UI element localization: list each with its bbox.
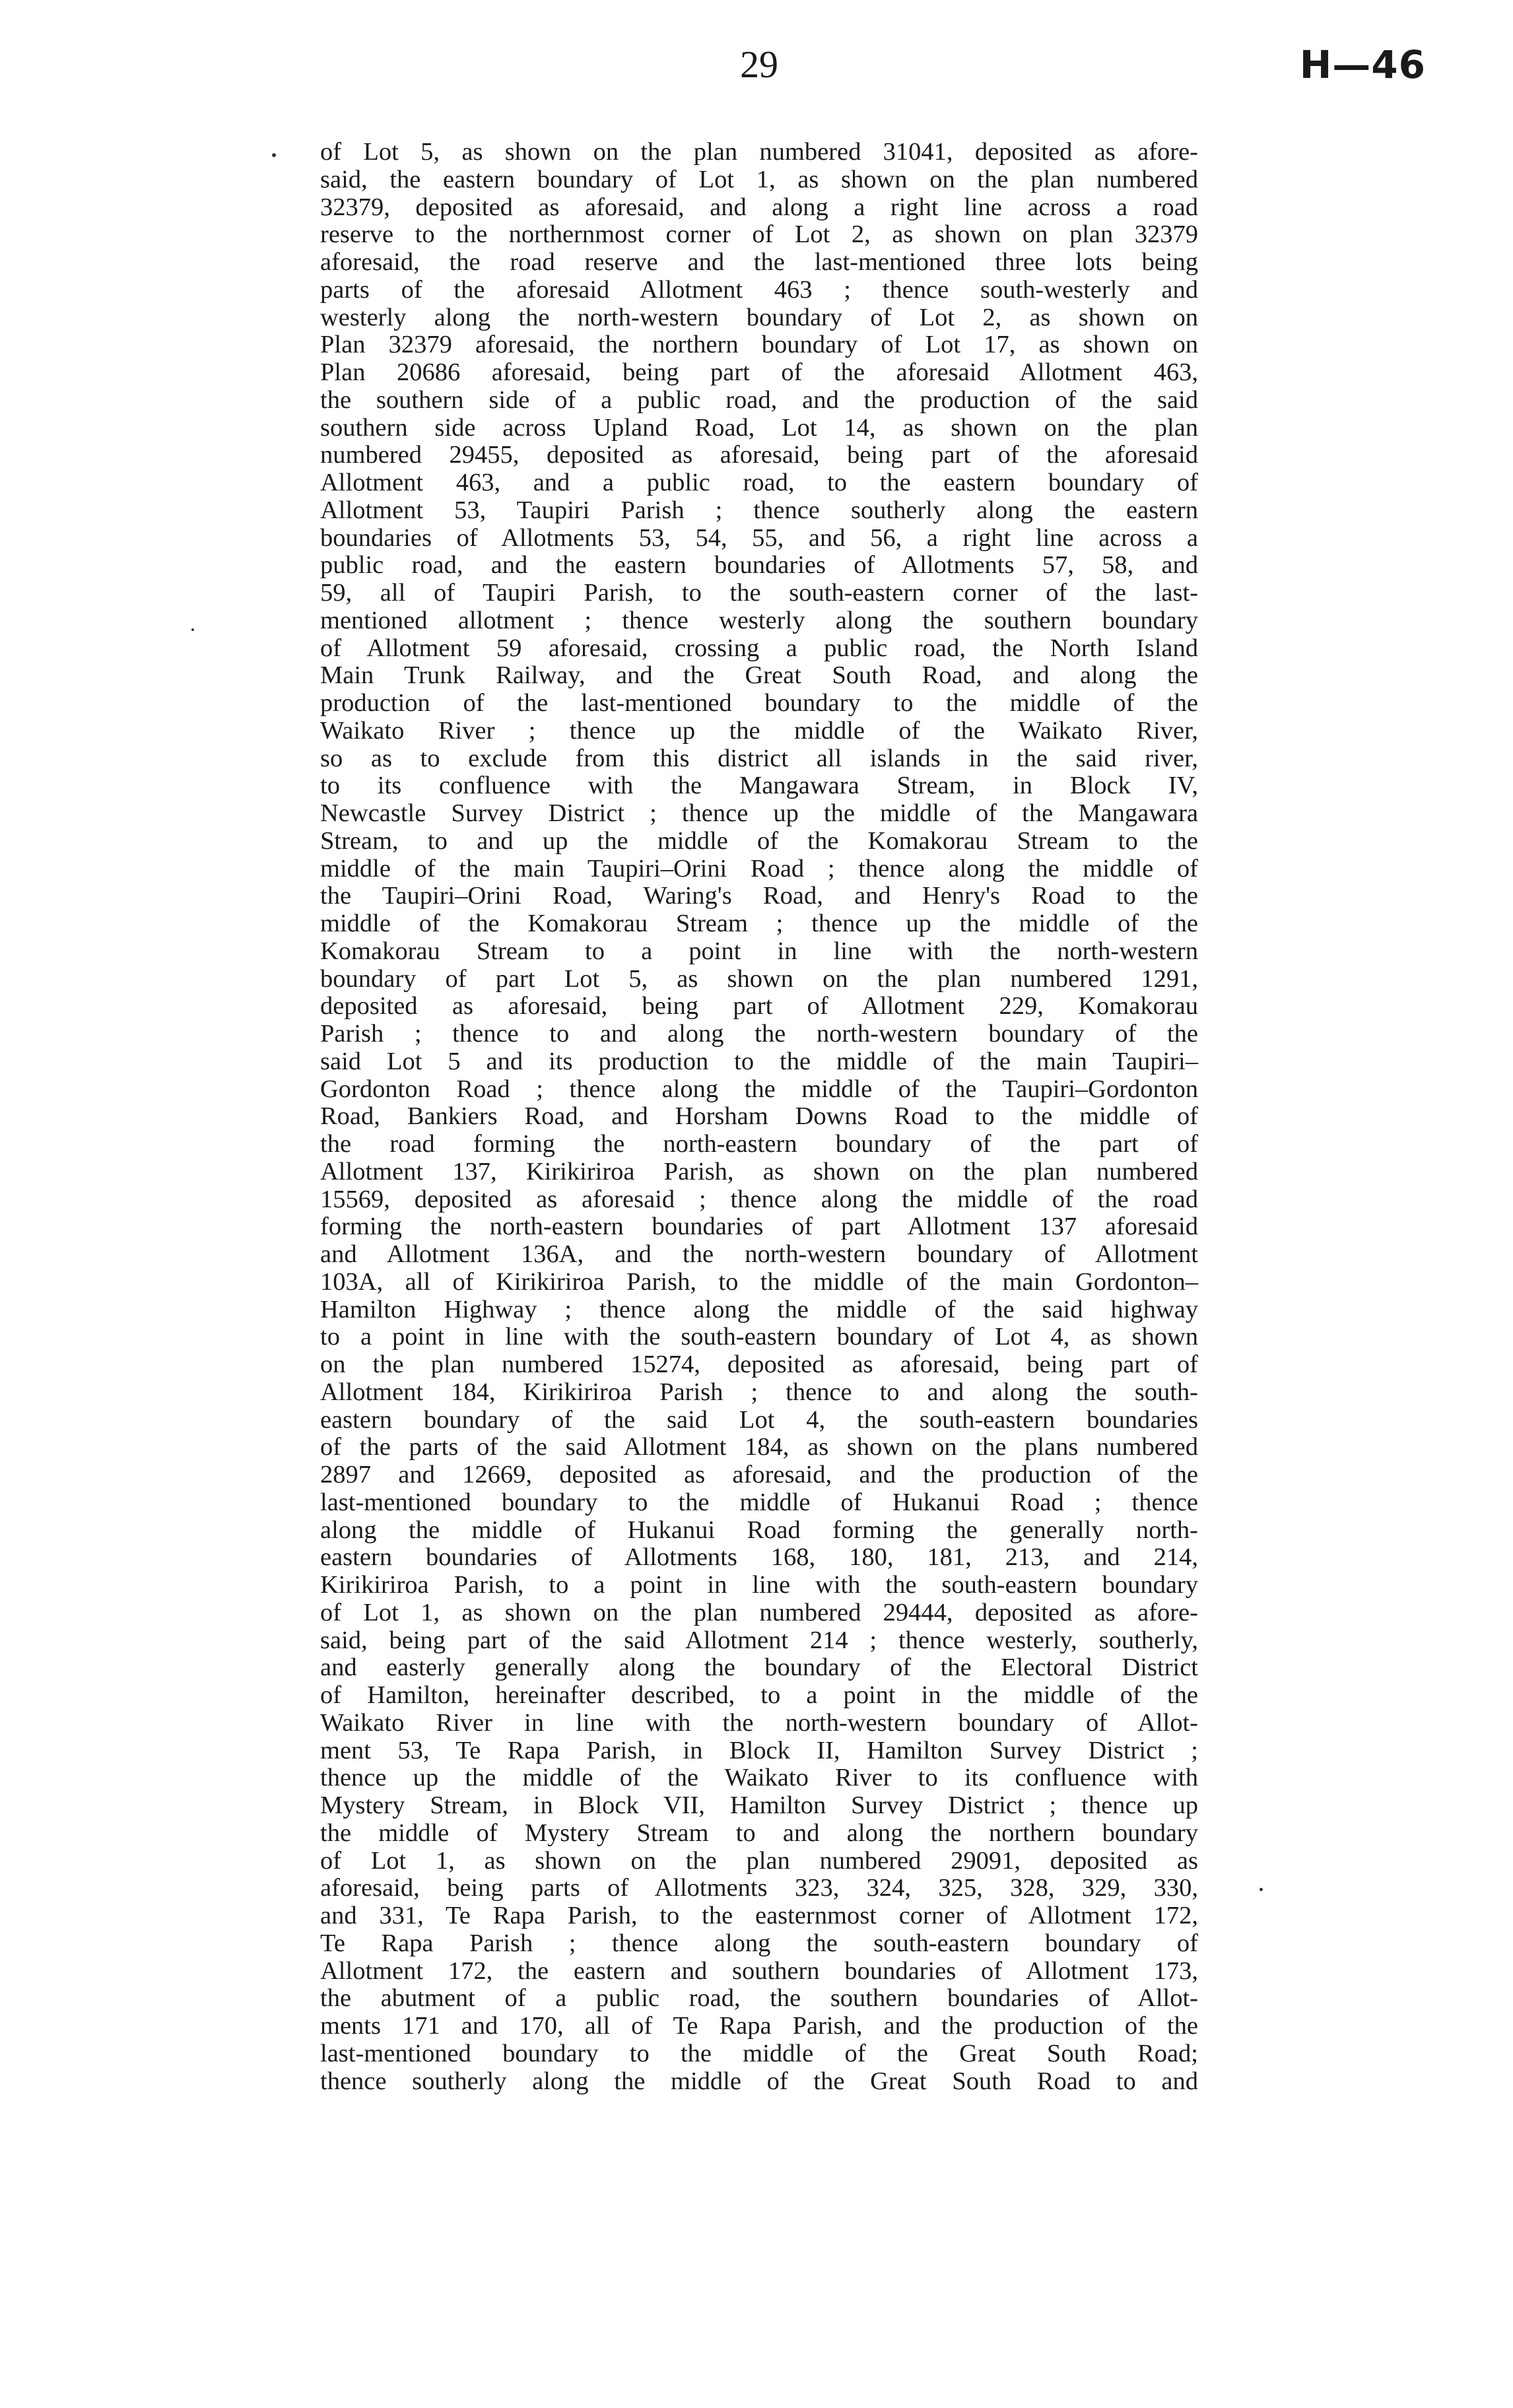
text-line: thence up the middle of the Waikato River to its confluence with [320, 1764, 1198, 1792]
text-line: the abutment of a public road, the southern boundaries of Allot- [320, 1984, 1198, 2013]
text-line: 32379, deposited as aforesaid, and along a right line across a road [320, 193, 1198, 221]
text-line: of Hamilton, hereinafter described, to a point in the middle of the [320, 1681, 1198, 1709]
text-line: and Allotment 136A, and the north-western boundary of Allotment [320, 1240, 1198, 1268]
text-line: Newcastle Survey District ; thence up the middle of the Mangawara [320, 799, 1198, 827]
text-line: ments 171 and 170, all of Te Rapa Parish, and the production of the [320, 2012, 1198, 2040]
text-line: Allotment 463, and a public road, to the eastern boundary of [320, 469, 1198, 496]
text-line: of the parts of the said Allotment 184, as shown on the plans numbered [320, 1433, 1198, 1461]
text-line: said, the eastern boundary of Lot 1, as shown on the plan numbered [320, 165, 1198, 193]
scan-speck [1260, 1888, 1263, 1891]
scan-speck [191, 628, 194, 631]
text-line: deposited as aforesaid, being part of Allotment 229, Komakorau [320, 992, 1198, 1020]
text-line: Stream, to and up the middle of the Komakorau Stream to the [320, 826, 1198, 855]
text-line: Waikato River in line with the north-western boundary of Allot- [320, 1708, 1198, 1737]
text-line: Mystery Stream, in Block VII, Hamilton Survey District ; thence up [320, 1791, 1198, 1819]
text-line: Allotment 184, Kirikiriroa Parish ; thence to and along the south- [320, 1378, 1198, 1406]
text-line: eastern boundaries of Allotments 168, 180, 181, 213, and 214, [320, 1543, 1198, 1572]
text-line: said Lot 5 and its production to the middle of the main Taupiri– [320, 1047, 1198, 1075]
text-line: Plan 20686 aforesaid, being part of the aforesaid Allotment 463, [320, 358, 1198, 386]
text-line: and easterly generally along the boundary of the Electoral District [320, 1654, 1198, 1682]
text-line: Allotment 53, Taupiri Parish ; thence southerly along the eastern [320, 496, 1198, 524]
text-line: numbered 29455, deposited as aforesaid, being part of the aforesaid [320, 441, 1198, 469]
text-line: the Taupiri–Orini Road, Waring's Road, and Henry's Road to the [320, 882, 1198, 910]
text-line: mentioned allotment ; thence westerly along the southern boundary [320, 606, 1198, 634]
body-text [320, 139, 1198, 2095]
text-line: 2897 and 12669, deposited as aforesaid, and the production of the [320, 1461, 1198, 1488]
text-line: reserve to the northernmost corner of Lot 2, as shown on plan 32379 [320, 220, 1198, 249]
text-line: ment 53, Te Rapa Parish, in Block II, Hamilton Survey District ; [320, 1736, 1198, 1764]
text-line: boundaries of Allotments 53, 54, 55, and 56, a right line across a [320, 523, 1198, 552]
text-line: the road forming the north-eastern boundary of the part of [320, 1130, 1198, 1158]
text-line: boundary of part Lot 5, as shown on the plan numbered 1291, [320, 964, 1198, 993]
text-line: parts of the aforesaid Allotment 463 ; thence south-westerly and [320, 275, 1198, 304]
text-line: production of the last-mentioned boundary to the middle of the [320, 689, 1198, 717]
text-line: 15569, deposited as aforesaid ; thence along the middle of the road [320, 1185, 1198, 1213]
text-line: Road, Bankiers Road, and Horsham Downs Road to the middle of [320, 1102, 1198, 1131]
text-line: eastern boundary of the said Lot 4, the south-eastern boundaries [320, 1405, 1198, 1434]
text-line: thence southerly along the middle of the Great South Road to and [320, 2067, 1198, 2095]
text-line: of Allotment 59 aforesaid, crossing a public road, the North Island [320, 634, 1198, 662]
text-line: to its confluence with the Mangawara Stream, in Block IV, [320, 772, 1198, 800]
text-line: of Lot 1, as shown on the plan numbered 29091, deposited as [320, 1846, 1198, 1875]
document-reference: H—46 [1299, 42, 1426, 87]
text-line: to a point in line with the south-eastern boundary of Lot 4, as shown [320, 1323, 1198, 1351]
text-line: westerly along the north-western boundary of Lot 2, as shown on [320, 303, 1198, 331]
text-line: forming the north-eastern boundaries of part Allotment 137 aforesaid [320, 1213, 1198, 1241]
text-line: public road, and the eastern boundaries of Allotments 57, 58, and [320, 551, 1198, 580]
text-line: Te Rapa Parish ; thence along the south-eastern boundary of [320, 1929, 1198, 1957]
text-line: 103A, all of Kirikiriroa Parish, to the middle of the main Gordonton– [320, 1267, 1198, 1296]
text-line: Parish ; thence to and along the north-western boundary of the [320, 1020, 1198, 1048]
text-line: middle of the main Taupiri–Orini Road ; thence along the middle of [320, 854, 1198, 883]
text-line: 59, all of Taupiri Parish, to the south-eastern corner of the last- [320, 579, 1198, 607]
text-line: on the plan numbered 15274, deposited as aforesaid, being part of [320, 1351, 1198, 1378]
text-line: Kirikiriroa Parish, to a point in line with the south-eastern boundary [320, 1571, 1198, 1599]
text-line: Gordonton Road ; thence along the middle of the Taupiri–Gordonton [320, 1075, 1198, 1103]
text-line: Waikato River ; thence up the middle of the Waikato River, [320, 716, 1198, 745]
text-line: Komakorau Stream to a point in line with the north-western [320, 937, 1198, 965]
text-line: along the middle of Hukanui Road forming the generally north- [320, 1516, 1198, 1544]
scan-speck [272, 153, 276, 157]
text-line: last-mentioned boundary to the middle of the Great South Road; [320, 2039, 1198, 2067]
text-line: Main Trunk Railway, and the Great South Road, and along the [320, 661, 1198, 690]
page-number: 29 [740, 43, 778, 86]
text-line: of Lot 5, as shown on the plan numbered 31041, deposited as afore- [320, 138, 1198, 166]
text-line: the southern side of a public road, and the production of the said [320, 385, 1198, 414]
text-line: the middle of Mystery Stream to and along the northern boundary [320, 1819, 1198, 1847]
text-line: aforesaid, being parts of Allotments 323, 324, 325, 328, 329, 330, [320, 1874, 1198, 1902]
text-line: last-mentioned boundary to the middle of Hukanui Road ; thence [320, 1488, 1198, 1516]
text-line: southern side across Upland Road, Lot 14, as shown on the plan [320, 413, 1198, 442]
text-line: so as to exclude from this district all islands in the said river, [320, 744, 1198, 772]
text-line: Plan 32379 aforesaid, the northern boundary of Lot 17, as shown on [320, 331, 1198, 359]
text-line: middle of the Komakorau Stream ; thence up the middle of the [320, 910, 1198, 937]
text-line: of Lot 1, as shown on the plan numbered 29444, deposited as afore- [320, 1598, 1198, 1626]
text-line: Allotment 137, Kirikiriroa Parish, as shown on the plan numbered [320, 1157, 1198, 1186]
text-line: said, being part of the said Allotment 214 ; thence westerly, southerly, [320, 1626, 1198, 1654]
text-line: Hamilton Highway ; thence along the middle of the said highway [320, 1295, 1198, 1323]
text-line: and 331, Te Rapa Parish, to the easternmost corner of Allotment 172, [320, 1902, 1198, 1929]
text-line: Allotment 172, the eastern and southern boundaries of Allotment 173, [320, 1956, 1198, 1985]
text-line: aforesaid, the road reserve and the last-mentioned three lots being [320, 248, 1198, 276]
